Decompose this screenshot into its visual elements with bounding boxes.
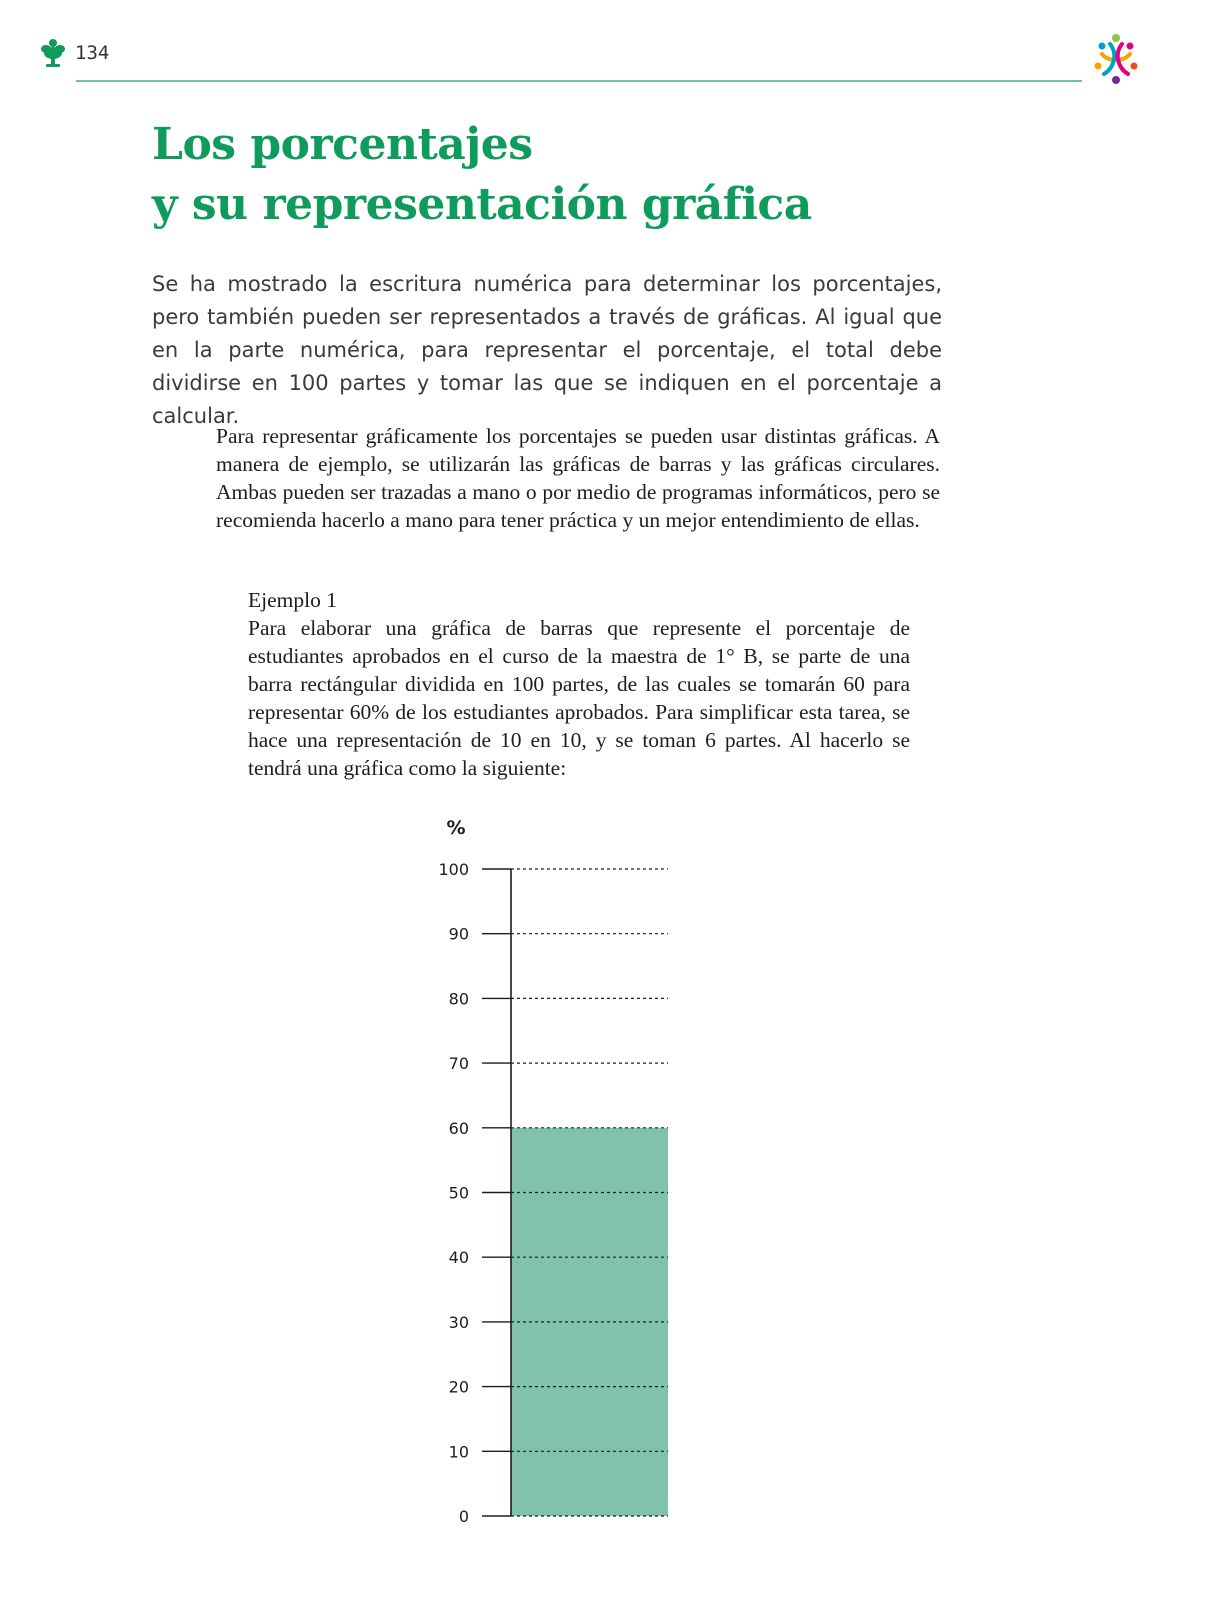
y-tick-label-10: 10 (448, 1442, 469, 1462)
page-title (152, 115, 812, 235)
y-tick-label-80: 80 (448, 989, 469, 1009)
y-tick-label-90: 90 (448, 924, 469, 944)
page-number: 134 (75, 42, 110, 64)
y-tick-label-20: 20 (448, 1377, 469, 1397)
y-tick-label-30: 30 (448, 1312, 469, 1332)
colorful-people-logo (1088, 32, 1144, 88)
y-tick-label-60: 60 (448, 1118, 469, 1138)
y-axis-label: % (446, 817, 466, 839)
y-tick-label-50: 50 (448, 1183, 469, 1203)
y-tick-label-100: 100 (438, 860, 469, 879)
example-text: Para elaborar una gráfica de barras que represente el porcentaje de estudiantes aprobados en el curso de la maestra de 1° B, se parte de una barra rectángular dividida en 100 partes, de las cuales se tomarán 60 para representar 60% de los estudiantes aprobados. Para simplificar esta tarea, se hace una representación de 10 en 10, y se toman 6 partes. Al hacerlo se tendrá una gráfica como la siguiente: (248, 616, 910, 780)
y-tick-label-70: 70 (448, 1054, 469, 1074)
bar-0 (511, 1128, 668, 1516)
y-tick-label-0: 0 (458, 1507, 469, 1526)
intro-paragraph: Se ha mostrado la escritura numérica para determinar los porcentajes, pero también pueden ser representados a través de gráficas. Al igual que en la parte numérica, para representar el porcentaje, el total debe dividirse en 100 partes y tomar las que se indiquen en el porcentaje a calcular. (152, 272, 942, 428)
y-tick-label-40: 40 (448, 1248, 469, 1268)
example-title: Ejemplo 1 (248, 588, 337, 612)
header-divider (76, 80, 1082, 82)
example-block (248, 586, 910, 782)
tree-icon (40, 38, 66, 68)
title-line-2: y su representación gráfica (152, 179, 812, 230)
title-line-1: Los porcentajes (152, 119, 533, 170)
note-paragraph: Para representar gráficamente los porcentajes se pueden usar distintas gráficas. A manera de ejemplo, se utilizarán las gráficas de barras y las gráficas circulares. Ambas pueden ser trazadas a mano o por medio de programas informáticos, pero se recomienda hacerlo a mano para tener práctica y un mejor entendimiento de ellas. (216, 424, 940, 532)
